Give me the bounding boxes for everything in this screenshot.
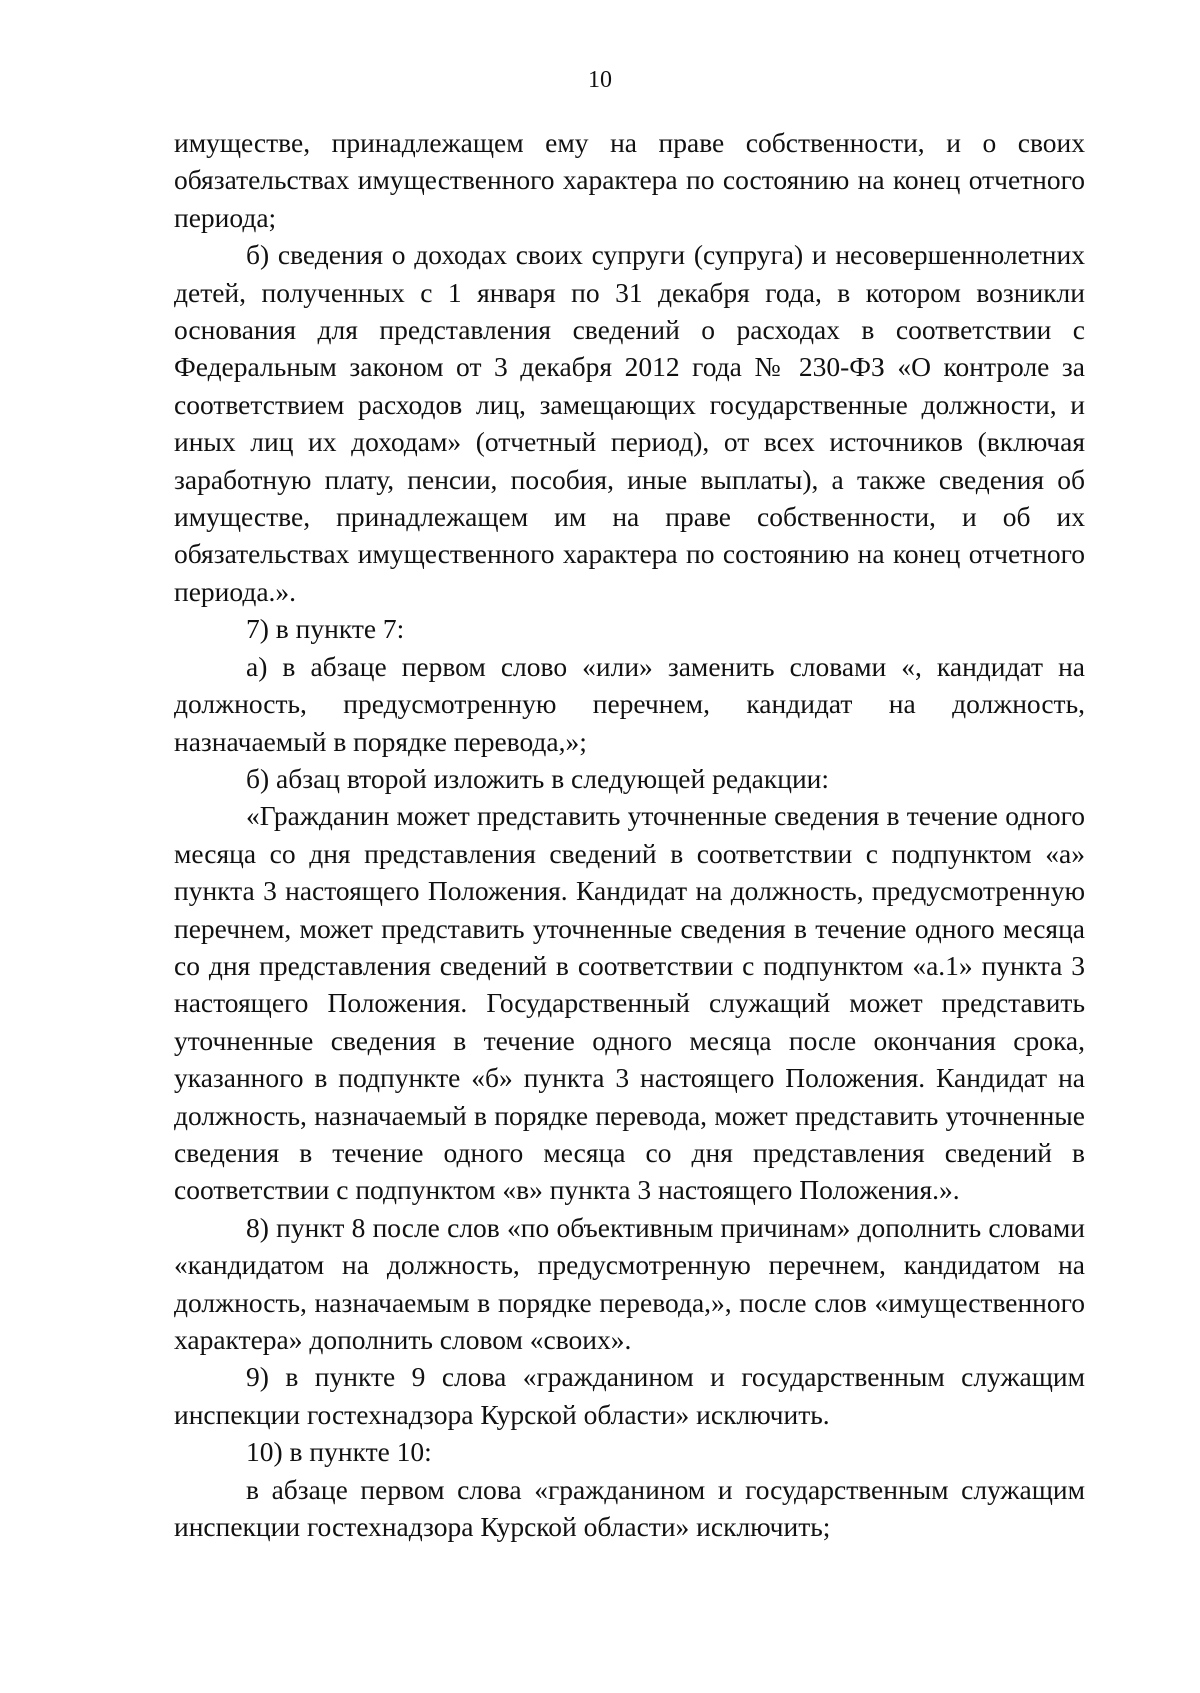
paragraph-item-7-b: б) абзац второй изложить в следующей редакции: xyxy=(246,762,830,794)
paragraph-item-7-a: а) в абзаце первом слово «или» заменить словами «, кандидат на должность, предусмотренную перечнем, кандидат на должность, назначаемый в порядке перевода,»; xyxy=(174,650,1085,757)
paragraph-item-8: 8) пункт 8 после слов «по объективным причинам» дополнить словами «кандидатом на должность, предусмотренную перечнем, кандидатом на должность, назначаемым в порядке перевода,», после слов «имущественного характера» дополнить словом «своих». xyxy=(174,1211,1085,1355)
paragraph-item-9: 9) в пункте 9 слова «гражданином и государственным служащим инспекции гостехнадзора Курской области» исключить. xyxy=(174,1361,1085,1430)
paragraph-item-7: 7) в пункте 7: xyxy=(246,613,405,645)
paragraph-subitem-b-income: б) сведения о доходах своих супруги (супруга) и несовершеннолетних детей, полученных с 1 января по 31 декабря года, в котором возникли основания для представления сведений о расходах в соответствии с Федеральным законом от 3 декабря 2012 года № 230-ФЗ «О контроле за соответствием расходов лиц, замещающих государственные должности, и иных лиц их доходам» (отчетный период), от всех источников (включая заработную плату, пенсии, пособия, иные выплаты), а также сведения об имуществе, принадлежащем им на праве собственности, и об их обязательствах имущественного характера по состоянию на конец отчетного периода.». xyxy=(174,239,1085,607)
document-body xyxy=(174,124,1085,1545)
paragraph-item-10-first: в абзаце первом слова «гражданином и государственным служащим инспекции гостехнадзора Курской области» исключить; xyxy=(174,1473,1085,1543)
paragraph-continuation: имуществе, принадлежащем ему на праве собственности, и о своих обязательствах имущественного характера по состоянию на конец отчетного периода; xyxy=(174,127,1085,233)
page-number: 10 xyxy=(588,67,612,93)
paragraph-new-wording: «Гражданин может представить уточненные сведения в течение одного месяца со дня представления сведений в соответствии с подпунктом «а» пункта 3 настоящего Положения. Кандидат на должность, предусмотренную перечнем, может представить уточненные сведения в течение одного месяца со дня представления сведений в соответствии с подпунктом «а.1» пункта 3 настоящего Положения. Государственный служащий может представить уточненные сведения в течение одного месяца после окончания срока, указанного в подпункте «б» пункта 3 настоящего Положения. Кандидат на должность, назначаемый в порядке перевода, может представить уточненные сведения в течение одного месяца со дня представления сведений в соответствии с подпунктом «в» пункта 3 настоящего Положения.». xyxy=(174,800,1085,1206)
paragraph-item-10: 10) в пункте 10: xyxy=(246,1436,432,1468)
